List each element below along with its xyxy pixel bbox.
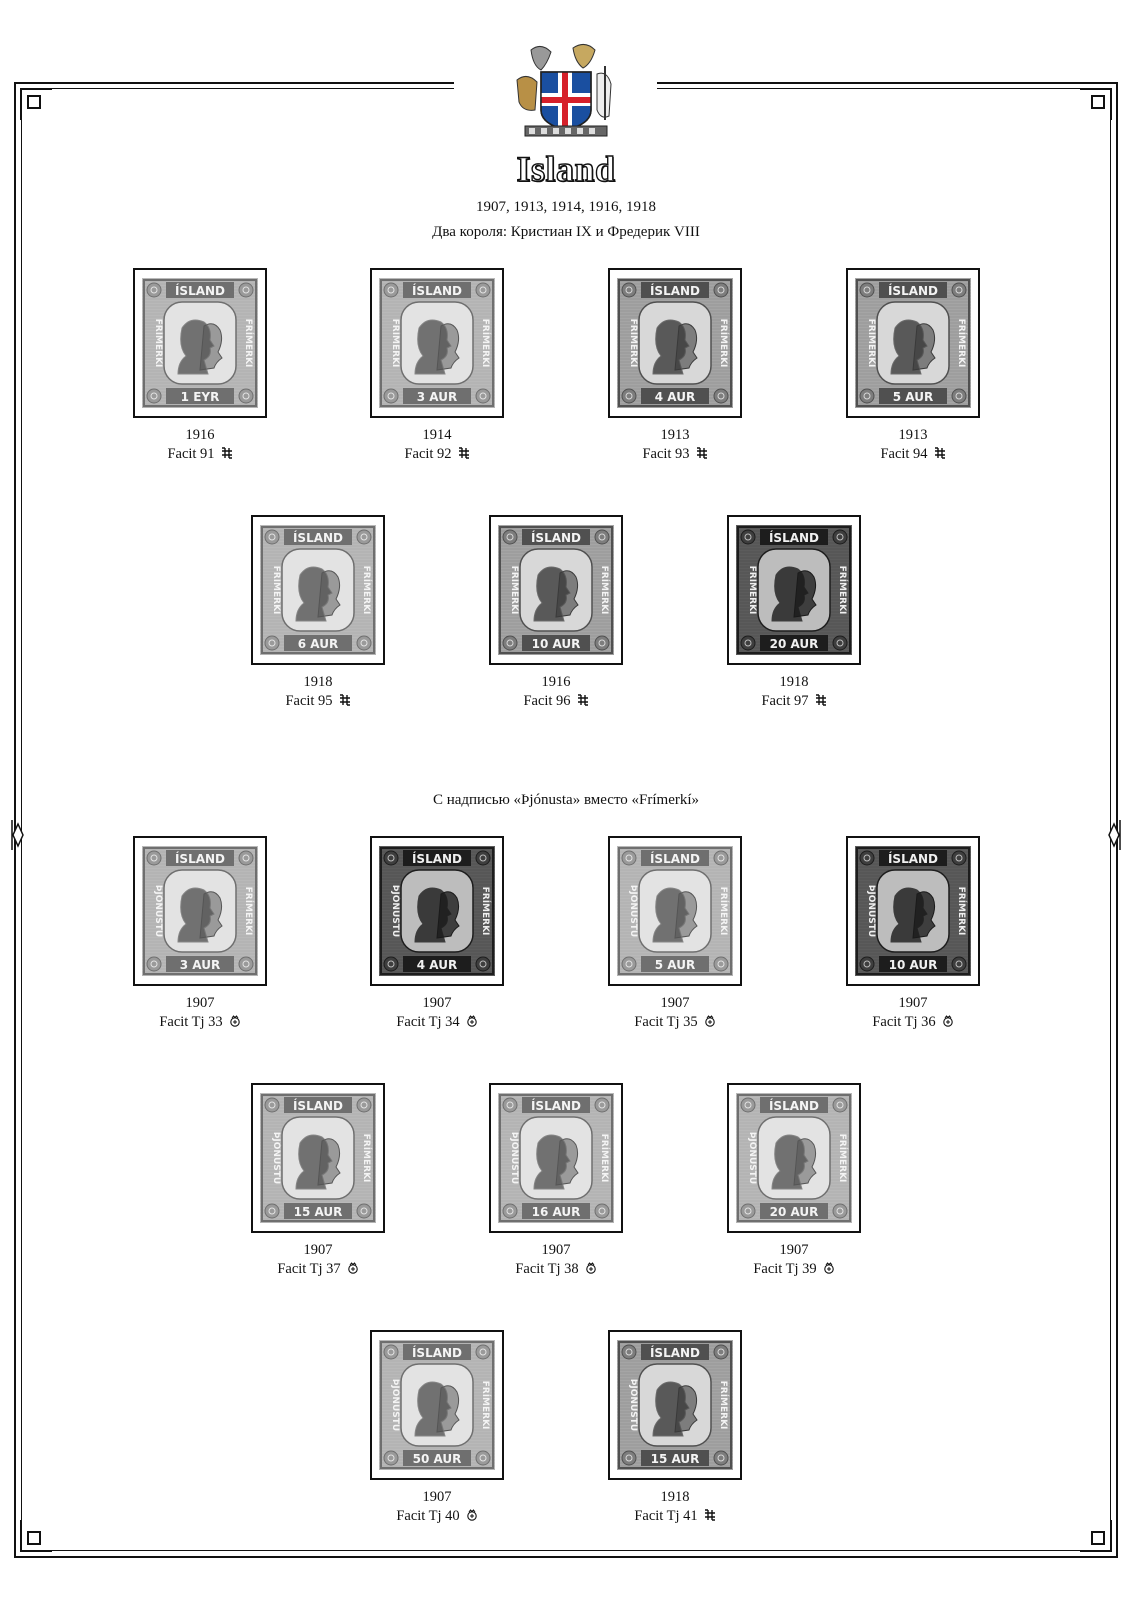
stamp-image — [142, 846, 258, 976]
stamp-side-text-left: FRÍMERKI — [390, 318, 400, 368]
stamp-caption — [133, 426, 267, 464]
stamp-year: 1907 — [422, 1489, 452, 1505]
stamp-year: 1914 — [422, 427, 452, 443]
stamp-image — [855, 278, 971, 408]
stamp-side-text-left: FRÍMERKI — [153, 318, 163, 368]
corner-ornament-bottom-right — [1080, 1520, 1120, 1560]
stamp-denomination-text: 20 AUR — [769, 1205, 819, 1219]
stamp-caption — [727, 1241, 861, 1279]
crown-postmark-icon — [466, 1508, 478, 1520]
stamp-denomination-text: 3 AUR — [416, 390, 458, 404]
stamp-image — [260, 1093, 376, 1223]
stamp-slot — [489, 1083, 623, 1279]
crown-postmark-icon — [823, 1261, 835, 1273]
stamp-catalog-number: Facit 92 — [404, 446, 452, 462]
stamp-country-text: ÍSLAND — [768, 1099, 820, 1113]
hinged-mint-icon — [704, 1508, 716, 1520]
stamp-mount — [370, 1330, 504, 1480]
stamp-side-text-right: FRÍMERKI — [718, 886, 728, 936]
stamp-side-text-left: FRÍMERKI — [509, 565, 519, 615]
stamp-mount — [133, 836, 267, 986]
stamp-mount — [370, 268, 504, 418]
stamp-country-text: ÍSLAND — [649, 1346, 701, 1360]
stamp-side-text-left: ÞJÓNUSTU — [153, 884, 163, 938]
stamp-mount — [370, 836, 504, 986]
page-years: 1907, 1913, 1914, 1916, 1918 — [476, 199, 656, 215]
stamp-image — [498, 525, 614, 655]
section-1-subtitle: Два короля: Кристиан IX и Фредерик VIII — [432, 224, 700, 240]
stamp-side-text-left: FRÍMERKI — [271, 565, 281, 615]
frame-top-left-inner — [52, 88, 454, 89]
stamp-side-text-right: FRÍMERKI — [480, 1380, 490, 1430]
stamp-year: 1916 — [541, 674, 571, 690]
coat-of-arms-icon — [511, 40, 621, 140]
stamp-image — [379, 278, 495, 408]
stamp-side-text-right: FRÍMERKI — [718, 1380, 728, 1430]
stamp-denomination-text: 5 AUR — [654, 958, 696, 972]
corner-ornament-bottom-left — [12, 1520, 52, 1560]
stamp-catalog-number: Facit Tj 35 — [634, 1014, 698, 1030]
stamp-image — [260, 525, 376, 655]
hinged-mint-icon — [577, 693, 589, 705]
stamp-year: 1918 — [303, 674, 333, 690]
stamp-caption — [489, 673, 623, 711]
stamp-slot — [608, 268, 742, 464]
stamp-catalog-number: Facit Tj 37 — [277, 1261, 341, 1277]
stamp-side-text-right: FRÍMERKI — [243, 318, 253, 368]
stamp-mount — [727, 1083, 861, 1233]
stamp-side-text-right: FRÍMERKI — [243, 886, 253, 936]
crown-postmark-icon — [585, 1261, 597, 1273]
hinged-mint-icon — [221, 446, 233, 458]
stamp-side-text-right: FRÍMERKI — [956, 886, 966, 936]
stamp-image — [855, 846, 971, 976]
stamp-denomination-text: 15 AUR — [293, 1205, 343, 1219]
stamp-slot — [370, 268, 504, 464]
stamp-side-text-right: FRÍMERKI — [480, 886, 490, 936]
stamp-country-text: ÍSLAND — [768, 531, 820, 545]
stamp-side-text-right: FRÍMERKI — [599, 565, 609, 615]
stamp-year: 1907 — [779, 1242, 809, 1258]
stamp-country-text: ÍSLAND — [174, 852, 226, 866]
stamp-year: 1907 — [422, 995, 452, 1011]
stamp-year: 1907 — [541, 1242, 571, 1258]
section-2-subtitle: С надписью «Þjónusta» вместо «Frímerkí» — [432, 792, 700, 808]
stamp-country-text: ÍSLAND — [174, 284, 226, 298]
crown-postmark-icon — [347, 1261, 359, 1273]
stamp-catalog-number: Facit 97 — [761, 693, 809, 709]
stamp-caption — [727, 673, 861, 711]
stamp-side-text-left: FRÍMERKI — [866, 318, 876, 368]
stamp-caption — [251, 673, 385, 711]
stamp-catalog-number: Facit Tj 36 — [872, 1014, 936, 1030]
stamp-catalog-number: Facit Tj 39 — [753, 1261, 817, 1277]
stamp-country-text: ÍSLAND — [411, 284, 463, 298]
stamp-caption — [846, 994, 980, 1032]
stamp-denomination-text: 10 AUR — [888, 958, 938, 972]
stamp-year: 1918 — [660, 1489, 690, 1505]
stamp-country-text: ÍSLAND — [649, 284, 701, 298]
stamp-catalog-number: Facit 94 — [880, 446, 928, 462]
stamp-country-text: ÍSLAND — [530, 531, 582, 545]
stamp-slot — [727, 1083, 861, 1279]
frame-top-right-inner — [657, 88, 1080, 89]
hinged-mint-icon — [934, 446, 946, 458]
stamp-denomination-text: 50 AUR — [412, 1452, 462, 1466]
stamp-mount — [489, 1083, 623, 1233]
stamp-image — [736, 1093, 852, 1223]
stamp-side-text-right: FRÍMERKI — [480, 318, 490, 368]
stamp-caption — [608, 1488, 742, 1526]
stamp-caption — [370, 1488, 504, 1526]
stamp-caption — [133, 994, 267, 1032]
stamp-country-text: ÍSLAND — [887, 852, 939, 866]
stamp-slot — [608, 836, 742, 1032]
stamp-slot — [608, 1330, 742, 1526]
stamp-side-text-right: FRÍMERKI — [956, 318, 966, 368]
stamp-mount — [251, 1083, 385, 1233]
stamp-catalog-number: Facit Tj 33 — [159, 1014, 223, 1030]
frame-bottom — [52, 1556, 1080, 1558]
stamp-caption — [608, 994, 742, 1032]
stamp-denomination-text: 3 AUR — [179, 958, 221, 972]
stamp-denomination-text: 4 AUR — [654, 390, 696, 404]
stamp-side-text-right: FRÍMERKI — [837, 1133, 847, 1183]
stamp-mount — [133, 268, 267, 418]
stamp-image — [617, 278, 733, 408]
stamp-mount — [251, 515, 385, 665]
stamp-year: 1916 — [185, 427, 215, 443]
stamp-denomination-text: 1 EYR — [180, 390, 220, 404]
stamp-mount — [846, 836, 980, 986]
stamp-country-text: ÍSLAND — [292, 531, 344, 545]
stamp-image — [617, 1340, 733, 1470]
stamp-denomination-text: 10 AUR — [531, 637, 581, 651]
stamp-side-text-right: FRÍMERKI — [718, 318, 728, 368]
stamp-year: 1907 — [898, 995, 928, 1011]
stamp-year: 1907 — [303, 1242, 333, 1258]
stamp-image — [617, 846, 733, 976]
stamp-mount — [608, 268, 742, 418]
crown-postmark-icon — [704, 1014, 716, 1026]
stamp-catalog-number: Facit 95 — [285, 693, 333, 709]
stamp-mount — [608, 1330, 742, 1480]
stamp-denomination-text: 5 AUR — [892, 390, 934, 404]
stamp-side-text-left: ÞJÓNUSTU — [866, 884, 876, 938]
stamp-side-text-left: FRÍMERKI — [747, 565, 757, 615]
stamp-image — [379, 1340, 495, 1470]
stamp-side-text-left: ÞJÓNUSTU — [390, 1378, 400, 1432]
stamp-country-text: ÍSLAND — [411, 852, 463, 866]
stamp-side-text-left: ÞJÓNUSTU — [390, 884, 400, 938]
stamp-image — [736, 525, 852, 655]
stamp-year: 1913 — [660, 427, 690, 443]
hinged-mint-icon — [815, 693, 827, 705]
stamp-mount — [727, 515, 861, 665]
stamp-year: 1907 — [660, 995, 690, 1011]
stamp-country-text: ÍSLAND — [887, 284, 939, 298]
crown-postmark-icon — [942, 1014, 954, 1026]
stamp-country-text: ÍSLAND — [530, 1099, 582, 1113]
stamp-catalog-number: Facit 93 — [642, 446, 690, 462]
stamp-caption — [489, 1241, 623, 1279]
stamp-denomination-text: 6 AUR — [297, 637, 339, 651]
stamp-slot — [133, 836, 267, 1032]
side-ornament-right — [1106, 820, 1122, 850]
stamp-country-text: ÍSLAND — [649, 852, 701, 866]
frame-top-left — [52, 82, 454, 84]
stamp-caption — [370, 426, 504, 464]
corner-ornament-top-right — [1080, 80, 1120, 120]
hinged-mint-icon — [696, 446, 708, 458]
stamp-denomination-text: 20 AUR — [769, 637, 819, 651]
stamp-catalog-number: Facit Tj 40 — [396, 1508, 460, 1524]
stamp-slot — [846, 268, 980, 464]
frame-bottom-inner — [52, 1550, 1080, 1551]
side-ornament-left — [10, 820, 26, 850]
stamp-year: 1913 — [898, 427, 928, 443]
stamp-denomination-text: 16 AUR — [531, 1205, 581, 1219]
stamp-caption — [370, 994, 504, 1032]
stamp-catalog-number: Facit Tj 41 — [634, 1508, 698, 1524]
stamp-slot — [133, 268, 267, 464]
stamp-mount — [846, 268, 980, 418]
stamp-slot — [370, 836, 504, 1032]
stamp-image — [379, 846, 495, 976]
stamp-catalog-number: Facit 91 — [167, 446, 215, 462]
hinged-mint-icon — [458, 446, 470, 458]
stamp-catalog-number: Facit Tj 38 — [515, 1261, 579, 1277]
crown-postmark-icon — [466, 1014, 478, 1026]
stamp-image — [142, 278, 258, 408]
stamp-slot — [489, 515, 623, 711]
frame-top-right — [657, 82, 1080, 84]
stamp-mount — [608, 836, 742, 986]
stamp-side-text-left: ÞJÓNUSTU — [509, 1131, 519, 1185]
stamp-caption — [608, 426, 742, 464]
stamp-side-text-left: ÞJÓNUSTU — [628, 1378, 638, 1432]
stamp-slot — [251, 515, 385, 711]
crown-postmark-icon — [229, 1014, 241, 1026]
page-title: Island — [516, 149, 616, 189]
stamp-image — [498, 1093, 614, 1223]
stamp-side-text-right: FRÍMERKI — [361, 1133, 371, 1183]
stamp-mount — [489, 515, 623, 665]
stamp-slot — [251, 1083, 385, 1279]
stamp-slot — [370, 1330, 504, 1526]
stamp-year: 1918 — [779, 674, 809, 690]
stamp-slot — [846, 836, 980, 1032]
stamp-side-text-left: ÞJÓNUSTU — [747, 1131, 757, 1185]
stamp-country-text: ÍSLAND — [292, 1099, 344, 1113]
stamp-caption — [251, 1241, 385, 1279]
stamp-catalog-number: Facit 96 — [523, 693, 571, 709]
stamp-side-text-right: FRÍMERKI — [837, 565, 847, 615]
stamp-side-text-left: ÞJÓNUSTU — [628, 884, 638, 938]
stamp-side-text-right: FRÍMERKI — [599, 1133, 609, 1183]
stamp-side-text-left: FRÍMERKI — [628, 318, 638, 368]
stamp-country-text: ÍSLAND — [411, 1346, 463, 1360]
stamp-year: 1907 — [185, 995, 215, 1011]
stamp-denomination-text: 4 AUR — [416, 958, 458, 972]
hinged-mint-icon — [339, 693, 351, 705]
stamp-side-text-left: ÞJÓNUSTU — [271, 1131, 281, 1185]
stamp-side-text-right: FRÍMERKI — [361, 565, 371, 615]
stamp-catalog-number: Facit Tj 34 — [396, 1014, 460, 1030]
stamp-denomination-text: 15 AUR — [650, 1452, 700, 1466]
stamp-slot — [727, 515, 861, 711]
stamp-caption — [846, 426, 980, 464]
corner-ornament-top-left — [12, 80, 52, 120]
